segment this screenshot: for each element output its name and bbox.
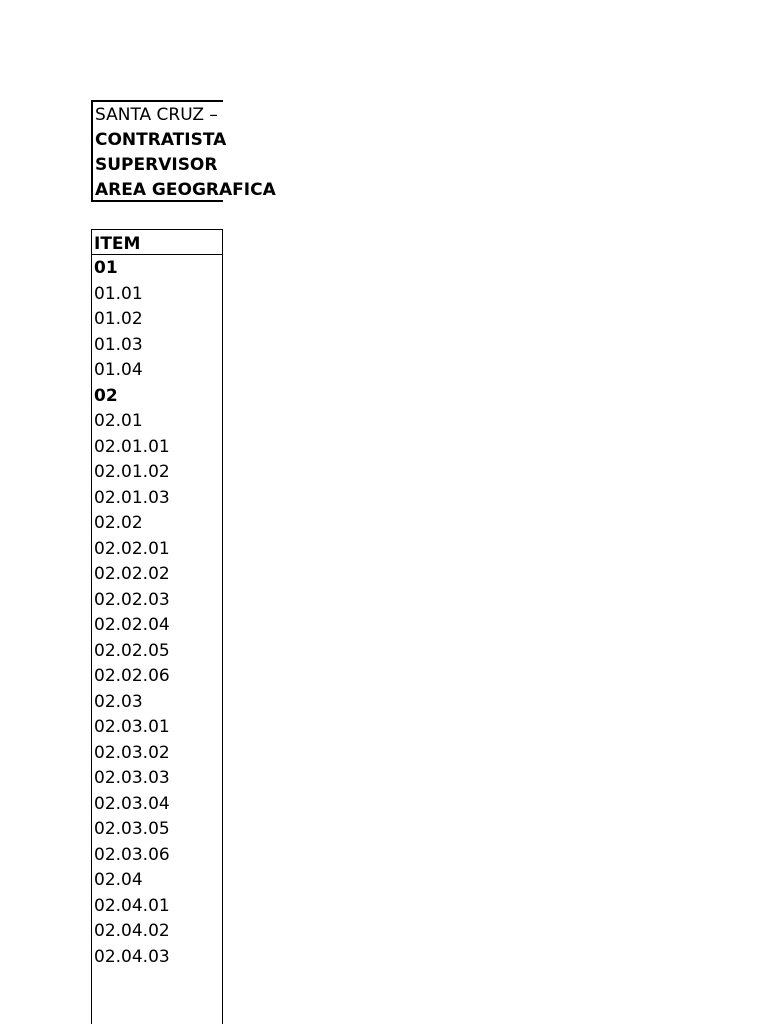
table-row — [92, 919, 222, 945]
item-code: 02.03.03 — [94, 768, 170, 788]
header-line-contractor: CONTRATISTA — [95, 130, 227, 150]
table-row — [92, 333, 222, 359]
item-column — [91, 229, 223, 1024]
item-code: 01.02 — [94, 309, 143, 329]
table-row — [92, 358, 222, 384]
item-column-header-label: ITEM — [94, 234, 141, 254]
table-row — [92, 256, 222, 282]
table-row — [92, 486, 222, 512]
table-row — [92, 460, 222, 486]
table-row — [92, 690, 222, 716]
item-code: 02.01.02 — [94, 462, 170, 482]
item-code: 02.02.03 — [94, 589, 170, 610]
item-code: 01 — [94, 258, 118, 278]
table-row — [92, 868, 222, 894]
table-row — [92, 894, 222, 920]
table-row — [92, 409, 222, 435]
item-code: 02.02.05 — [94, 640, 170, 661]
table-row — [92, 384, 222, 410]
header-line-location: SANTA CRUZ – — [95, 105, 218, 125]
table-row — [92, 715, 222, 741]
item-code: 02.03.05 — [94, 819, 170, 839]
table-row — [92, 792, 222, 818]
table-row — [92, 945, 222, 971]
table-row — [92, 639, 222, 665]
table-row — [92, 664, 222, 690]
item-code: 02 — [94, 385, 118, 406]
item-code: 02.04 — [94, 870, 143, 890]
item-code: 01.03 — [94, 334, 143, 355]
item-code: 02.03.01 — [94, 717, 170, 737]
table-row — [92, 613, 222, 639]
table-row — [92, 511, 222, 537]
item-code: 02.04.03 — [94, 946, 170, 967]
item-code: 02.04.02 — [94, 921, 170, 941]
item-code: 02.01.03 — [94, 487, 170, 508]
table-row — [92, 817, 222, 843]
table-row — [92, 588, 222, 614]
item-code: 02.02.02 — [94, 564, 170, 584]
item-code: 02.03.04 — [94, 793, 170, 814]
table-row — [92, 741, 222, 767]
header-line-supervisor: SUPERVISOR — [95, 155, 218, 175]
item-code: 02.02.06 — [94, 666, 170, 686]
item-code: 02.03.02 — [94, 742, 170, 763]
item-code: 01.04 — [94, 360, 143, 380]
item-code: 01.01 — [94, 283, 143, 304]
item-column-header — [92, 230, 222, 255]
item-code: 02.02.01 — [94, 538, 170, 559]
item-code: 02.01.01 — [94, 436, 170, 457]
item-code: 02.02.04 — [94, 615, 170, 635]
document-header — [91, 100, 276, 202]
item-code: 02.03 — [94, 691, 143, 712]
table-row — [92, 766, 222, 792]
item-code: 02.01 — [94, 411, 143, 431]
item-rows — [92, 256, 222, 970]
item-code: 02.04.01 — [94, 895, 170, 916]
table-row — [92, 282, 222, 308]
header-line-geographic-area: AREA GEOGRAFICA — [95, 180, 276, 200]
table-row — [92, 435, 222, 461]
item-code: 02.03.06 — [94, 844, 170, 865]
table-row — [92, 307, 222, 333]
table-row — [92, 562, 222, 588]
table-row — [92, 537, 222, 563]
table-row — [92, 843, 222, 869]
item-code: 02.02 — [94, 513, 143, 533]
